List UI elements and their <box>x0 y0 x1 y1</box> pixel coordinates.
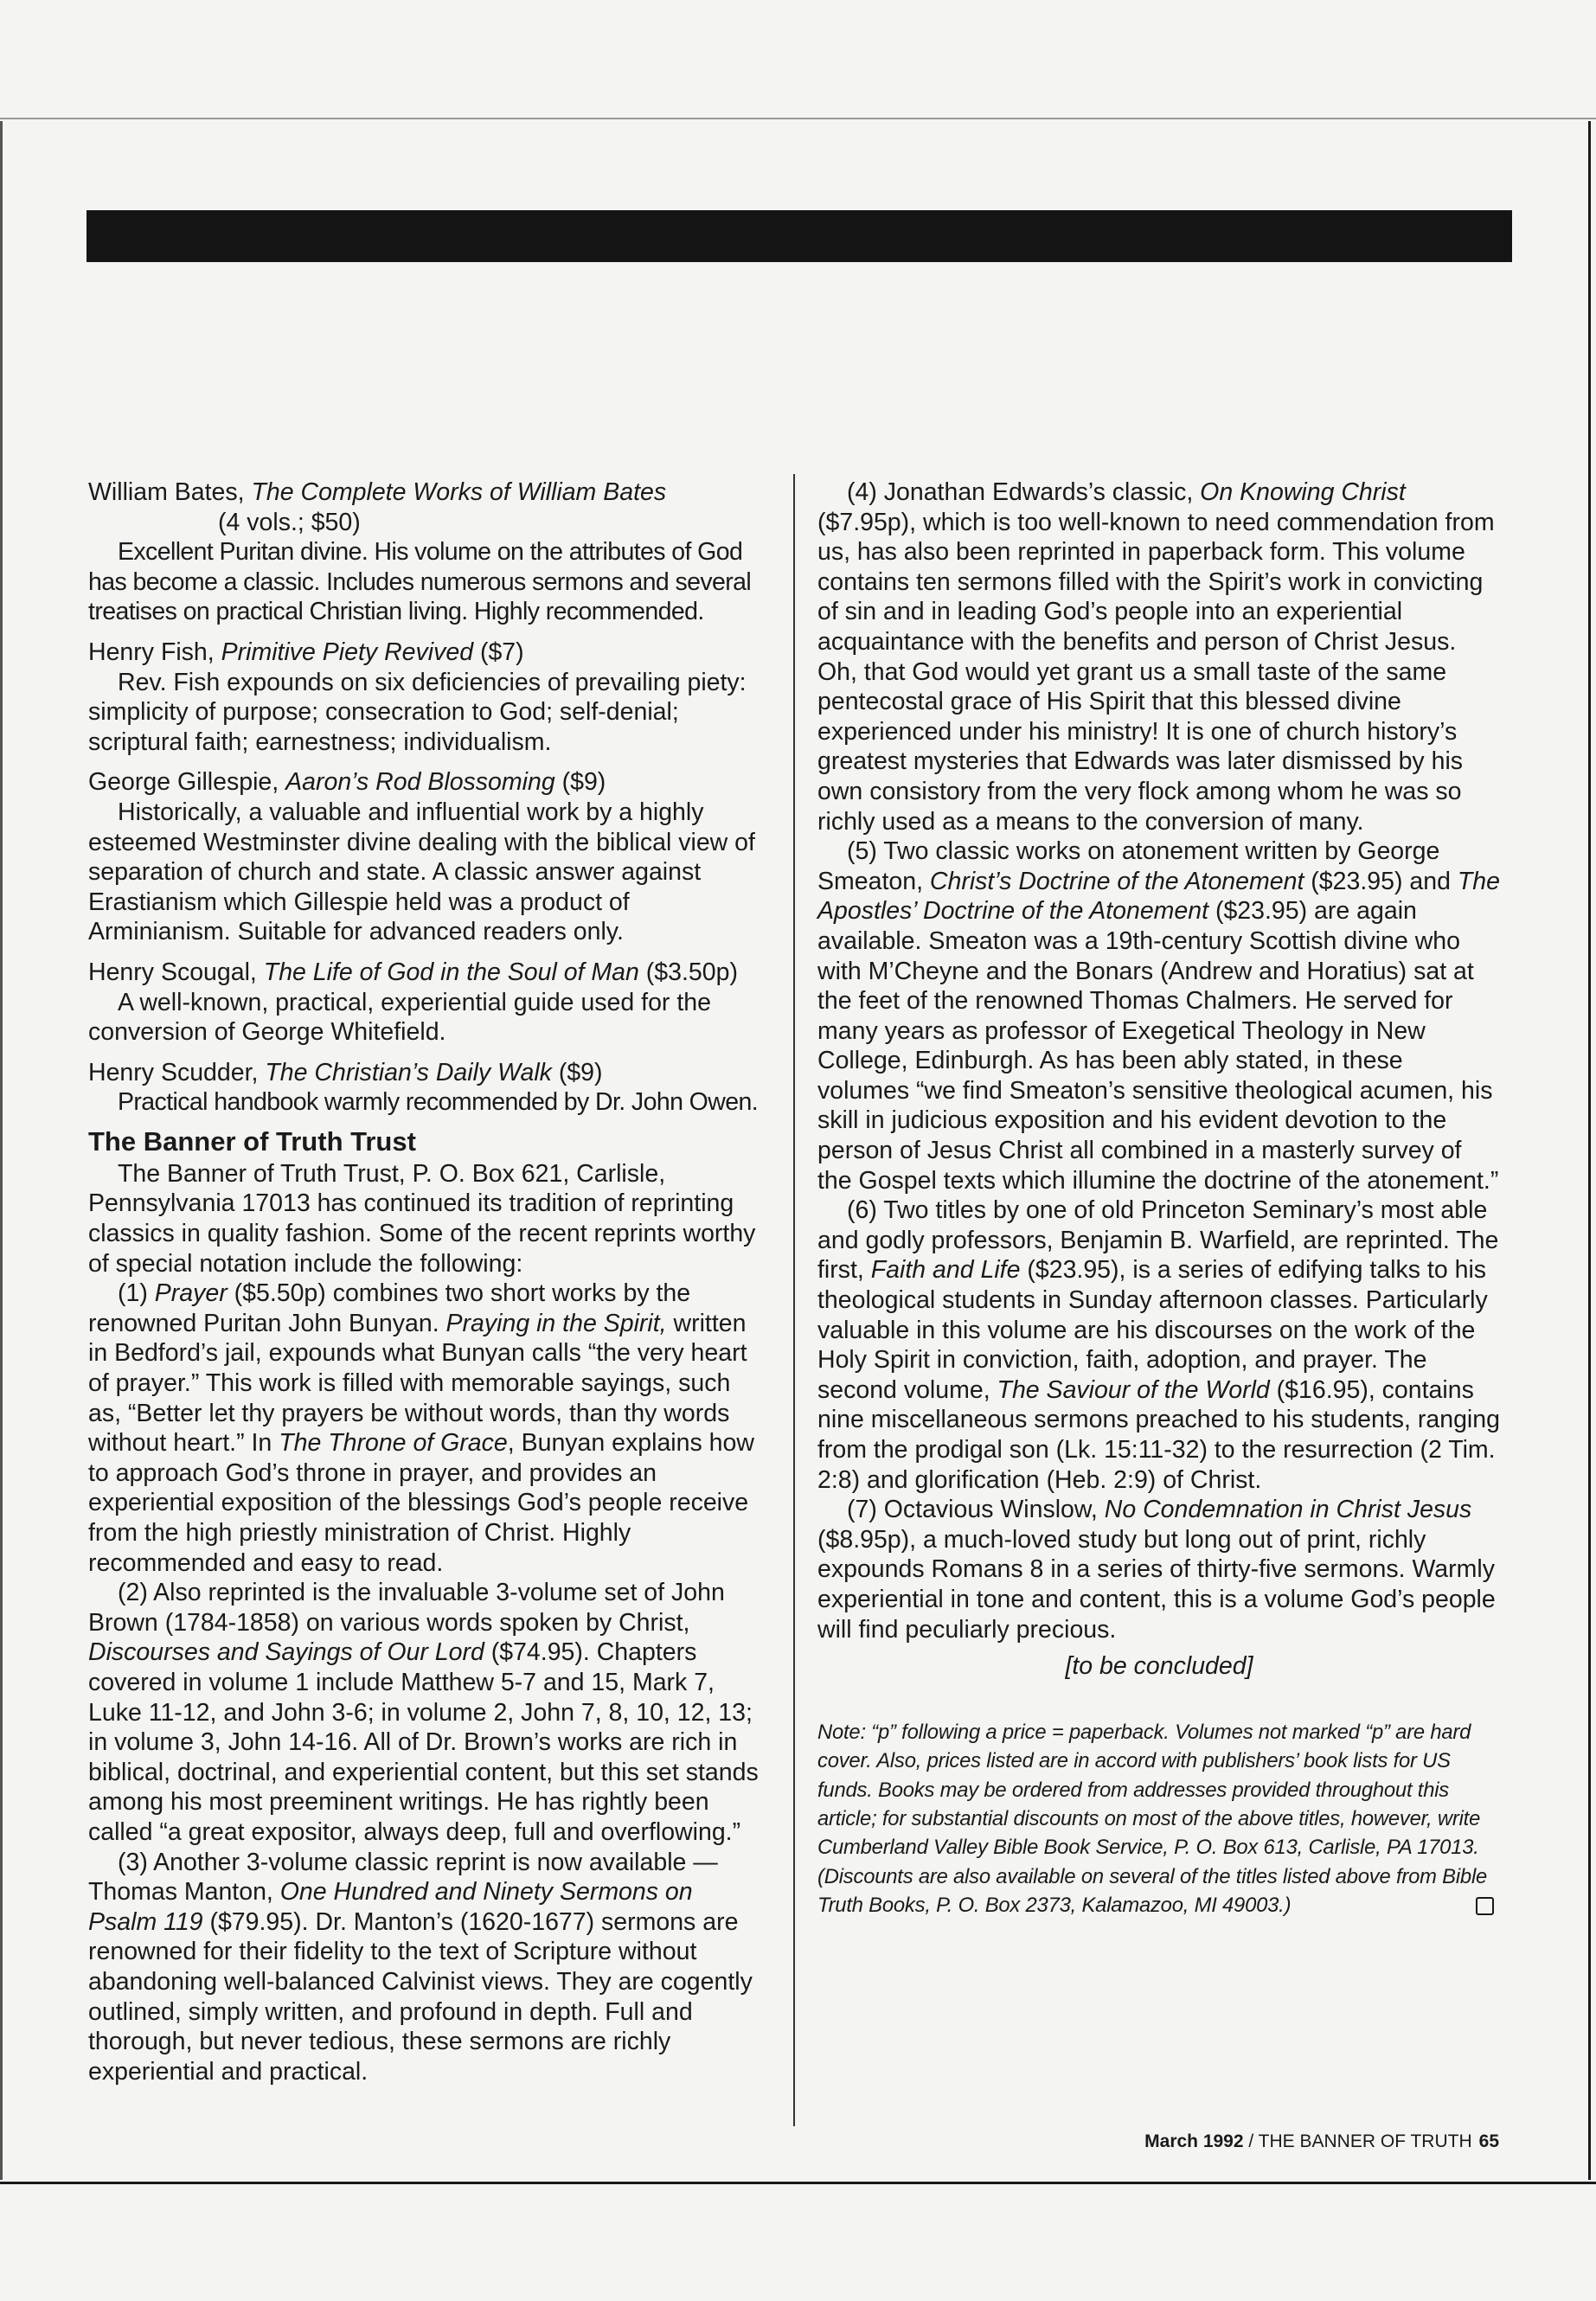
entry-price: (4 vols.; $50) <box>218 508 361 536</box>
reprint-paragraph-1: (1) Prayer ($5.50p) combines two short works by the renowned Puritan John Bunyan. Praying in the Spirit, written in Bedford’s jail, expounds what Bunyan calls “the very heart of prayer.” This work is filled with memorable sayings, such as, “Better let thy prayers be without words, than thy words without heart.” In The Throne of Grace, Bunyan explains how to approach God’s throne in prayer, and provides an experiential exposition of the blessings God’s people receive from the high priestly ministration of Christ. Highly recommended and easy to read. <box>88 1279 754 1577</box>
page-right-edge <box>1588 121 1591 2180</box>
entry-body: Rev. Fish expounds on six deficiencies of prevailing piety: simplicity of purpose; consecration to God; self-denial; scriptural faith; earnestness; individualism. <box>88 668 747 756</box>
entry-title: George Gillespie, Aaron’s Rod Blossoming ($9) <box>88 768 606 797</box>
reprint-paragraph-4: (4) Jonathan Edwards’s classic, On Knowing Christ ($7.95p), which is too well-known to need commendation from us, has also been reprinted in paperback form. This volume contains ten sermons filled with the Spirit’s work in convicting of sin and in leading God’s people into an experiential acquaintance with the benefits and person of Christ Jesus. Oh, that God would yet grant us a small taste of the same pentecostal grace of His Spirit that this blessed divine experienced under his ministry! It is one of church history’s greatest mysteries that Edwards was later dismissed by his own consistory from the very flock among whom he was so richly used as a means to the conversion of many. <box>817 478 1495 836</box>
price-note-text: Note: “p” following a price = paperback. Volumes not marked “p” are hard cover. Also, prices listed are in accord with publishers’ book lists for US funds. Books may be ordered from addresses provided throughout this article; for substantial discounts on most of the above titles, however, write Cumberland Valley Bible Book Service, P. O. Box 613, Carlisle, PA 17013. (Discounts are also available on several of the titles listed above from Bible Truth Books, P. O. Box 2373, Kalamazoo, MI 49003.) <box>817 1720 1488 1918</box>
section-heading: The Banner of Truth Trust <box>88 1125 416 1157</box>
entry-title: Henry Scudder, The Christian’s Daily Walk ($9) <box>88 1058 603 1086</box>
reprint-paragraph-7: (7) Octavious Winslow, No Condemnation in Christ Jesus ($8.95p), a much-loved study but long out of print, richly expounds Romans 8 in a series of thirty-five sermons. Warmly experiential in tone and content, this is a volume God’s people will find peculiarly precious. <box>817 1496 1496 1644</box>
entry-body: A well-known, practical, experiential guide used for the conversion of George Whitefield. <box>88 988 711 1047</box>
book-title: The Complete Works of William Bates <box>251 478 667 506</box>
footer-issue: March 1992 <box>1144 2131 1244 2151</box>
price-note <box>817 1718 1501 1920</box>
footer-publication: THE BANNER OF TRUTH <box>1258 2131 1472 2151</box>
reprint-paragraph-5: (5) Two classic works on atonement written by George Smeaton, Christ’s Doctrine of the Atonement ($23.95) and The Apostles’ Doctrine of the Atonement ($23.95) are again available. Smeaton was a 19th-century Scottish divine who with M’Cheyne and the Bonars (Andrew and Horatius) sat at the feet of the renowned Thomas Chalmers. He served for many years as professor of Exegetical Theology in New College, Edinburgh. As has been ably stated, in these volumes “we find Smeaton’s sensitive theological acumen, his skill in judicious exposition and his evident devotion to the person of Jesus Christ all combined in a masterly survey of the Gospel texts which illumine the doctrine of the atonement.” <box>817 837 1500 1195</box>
page-footer <box>1144 2130 1499 2154</box>
reprint-paragraph-3: (3) Another 3-volume classic reprint is now available — Thomas Manton, One Hundred and Ninety Sermons on Psalm 119 ($79.95). Dr. Manton’s (1620-1677) sermons are renowned for their fidelity to the text of Scripture without abandoning well-balanced Calvinist views. They are cogently outlined, simply written, and profound in depth. Full and thorough, but never tedious, these sermons are richly experiential and practical. <box>88 1848 753 2086</box>
page-bottom-edge <box>0 2182 1596 2184</box>
left-column <box>88 478 763 2086</box>
column-divider <box>793 474 795 2126</box>
header-bar <box>87 210 1512 262</box>
book-title: The Life of God in the Soul of Man <box>263 958 639 986</box>
to-be-concluded: [to be concluded] <box>1065 1652 1253 1681</box>
entry-body: Historically, a valuable and influential work by a highly esteemed Westminster divine dealing with the biblical view of separation of church and state. A classic answer against Erastianism which Gillespie held was a product of Arminianism. Suitable for advanced readers only. <box>88 798 755 946</box>
end-mark-icon <box>1476 1897 1494 1915</box>
entry-title: Henry Fish, Primitive Piety Revived ($7) <box>88 638 524 666</box>
book-title: Primitive Piety Revived <box>221 638 474 666</box>
entry-title: William Bates, The Complete Works of William Bates <box>88 478 667 506</box>
reprint-paragraph-2: (2) Also reprinted is the invaluable 3-volume set of John Brown (1784-1858) on various words spoken by Christ, Discourses and Sayings of Our Lord ($74.95). Chapters covered in volume 1 include Matthew 5-7 and 15, Mark 7, Luke 11-12, and John 3-6; in volume 2, John 7, 8, 10, 12, 13; in volume 3, John 14-16. All of Dr. Brown’s works are rich in biblical, doctrinal, and experiential content, but this set stands among his most preeminent writings. He has rightly been called “a great expositor, always deep, full and overflowing.” <box>88 1579 759 1846</box>
entry-title: Henry Scougal, The Life of God in the Soul of Man ($3.50p) <box>88 958 738 986</box>
entry-body: Practical handbook warmly recommended by Dr. John Owen. <box>118 1088 759 1117</box>
footer-page-number: 65 <box>1478 2131 1499 2151</box>
right-column <box>817 478 1501 1920</box>
book-title: Aaron’s Rod Blossoming <box>285 768 555 797</box>
page-left-edge <box>0 121 3 2180</box>
reprint-paragraph-6: (6) Two titles by one of old Princeton Seminary’s most able and godly professors, Benjamin B. Warfield, are reprinted. The first, Faith and Life ($23.95), is a series of edifying talks to his theological students in Sunday afternoon classes. Particularly valuable in this volume are his discourses on the work of the Holy Spirit in conviction, faith, adoption, and prayer. The second volume, The Saviour of the World ($16.95), contains nine miscellaneous sermons preached to his students, ranging from the prodigal son (Lk. 15:11-32) to the resurrection (2 Tim. 2:8) and glorification (Heb. 2:9) of Christ. <box>817 1196 1500 1494</box>
page-top-border <box>0 118 1596 119</box>
entry-body: Excellent Puritan divine. His volume on the attributes of God has become a classic. Includes numerous sermons and several treatises on practical Christian living. Highly recommended. <box>88 538 752 626</box>
footer-separator: / <box>1243 2131 1259 2151</box>
book-title: The Christian’s Daily Walk <box>265 1058 552 1086</box>
section-intro: The Banner of Truth Trust, P. O. Box 621, Carlisle, Pennsylvania 17013 has continued its tradition of reprinting classics in quality fashion. Some of the recent reprints worthy of special notation include the following: <box>88 1159 756 1278</box>
